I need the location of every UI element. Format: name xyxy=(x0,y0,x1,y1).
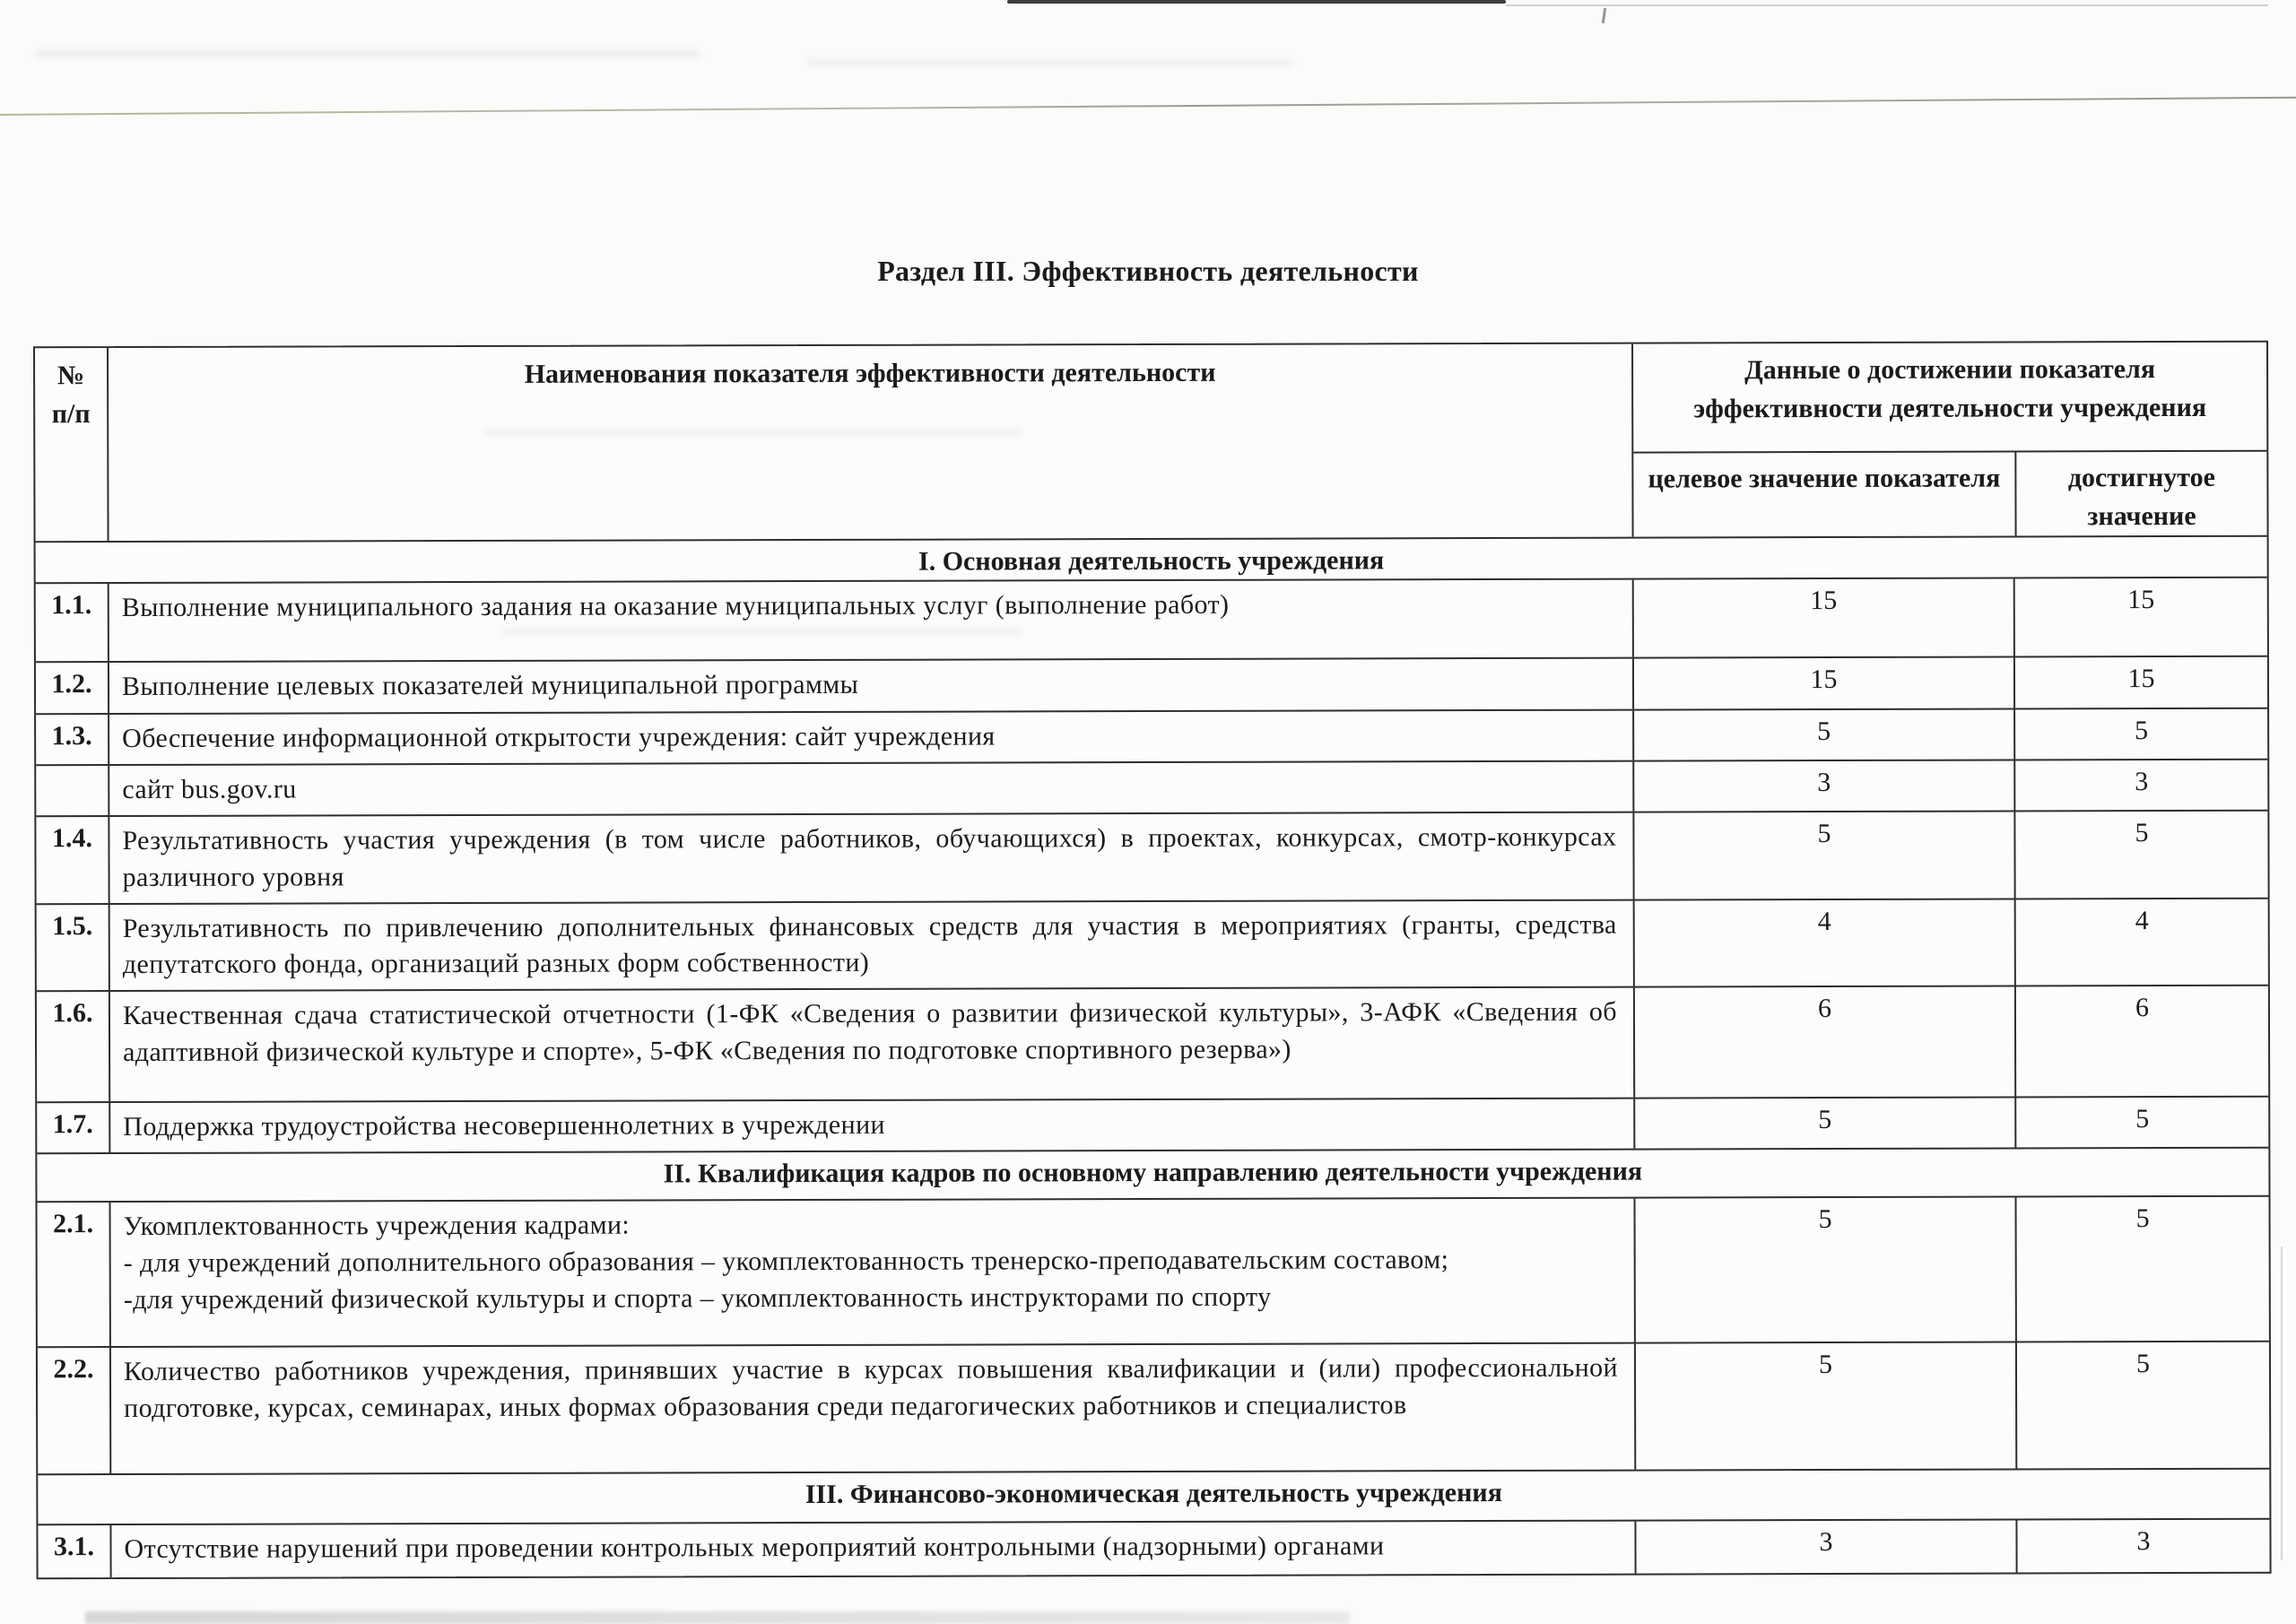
row-number: 1.4. xyxy=(51,823,92,854)
row-number: 1.5. xyxy=(52,910,93,941)
indicator-name: Обеспечение информационной открытости учреждения: сайт учреждения xyxy=(108,711,1632,764)
target-value: 5 xyxy=(1633,1197,2014,1342)
indicator-row xyxy=(36,577,2267,662)
target-value: 5 xyxy=(1634,1342,2015,1469)
header-cell-target-value: целевое значение показателя xyxy=(1648,463,2001,494)
row-number: 3.1. xyxy=(53,1532,95,1562)
page-title: Раздел III. Эффективность деятельности xyxy=(877,255,1419,287)
header-cell-number: № п/п xyxy=(51,360,91,429)
indicator-name: Количество работников учреждения, принявших участие в курсах повышения квалификации и (или) профессиональной подготовке, курсах, семинарах, иных формах образования среди педагогических работников и специалистов xyxy=(109,1344,1634,1473)
target-value: 15 xyxy=(1632,658,2013,709)
indicator-name: Отсутствие нарушений при проведении контрольных мероприятий контрольными (надзорными) органами xyxy=(109,1522,1634,1577)
target-value: 15 xyxy=(1632,579,2013,657)
target-value: 3 xyxy=(1632,760,2013,811)
achieved-value: 4 xyxy=(2014,899,2268,985)
target-value: 3 xyxy=(1634,1520,2015,1573)
target-value: 5 xyxy=(1633,1099,2014,1149)
row-number: 1.3. xyxy=(51,721,92,751)
indicator-name: Выполнение целевых показателей муниципальной программы xyxy=(108,659,1632,713)
indicator-row xyxy=(36,810,2267,903)
target-value: 4 xyxy=(1633,899,2014,986)
scan-artifact-bottom-band xyxy=(85,1611,1350,1624)
section-heading-row: I. Основная деятельность учреждения xyxy=(36,535,2267,583)
scan-artifact-top-dark-line xyxy=(1007,0,1506,4)
indicator-row xyxy=(37,985,2268,1102)
row-number: 1.1. xyxy=(51,590,92,621)
achieved-value: 3 xyxy=(2013,760,2267,811)
achieved-value: 15 xyxy=(2013,578,2267,656)
header-subrow xyxy=(1633,452,2266,537)
row-number: 1.7. xyxy=(52,1109,93,1140)
indicator-name: сайт bus.gov.ru xyxy=(108,762,1632,815)
header-cell-achievement-data: Данные о достижении показателя эффективности деятельности учреждения xyxy=(1633,343,2266,454)
indicator-name: Результативность участия учреждения (в том числе работников, обучающихся) в проектах, конкурсах, смотр-конкурсах различного уровня xyxy=(108,813,1632,903)
section-heading-row: III. Финансово-экономическая деятельность учреждения xyxy=(38,1468,2269,1524)
indicator-row xyxy=(37,1195,2268,1347)
achieved-value: 5 xyxy=(2013,709,2267,760)
scan-artifact-smudge xyxy=(807,59,1292,65)
scan-artifact-top-faint-line xyxy=(1506,4,2268,6)
achieved-value: 5 xyxy=(2013,812,2267,898)
scan-artifact-fold-line xyxy=(0,97,2296,116)
achieved-value: 5 xyxy=(2014,1197,2268,1342)
achieved-value: 5 xyxy=(2015,1342,2269,1469)
header-cell-achieved-value: достигнутое значение xyxy=(2014,452,2266,536)
table-body xyxy=(36,535,2270,1577)
achieved-value: 15 xyxy=(2013,657,2267,708)
scan-artifact-right-edge xyxy=(2281,1246,2283,1560)
target-value: 5 xyxy=(1632,710,2013,760)
row-number: 1.6. xyxy=(52,998,93,1029)
indicator-row xyxy=(37,897,2268,990)
header-cell-indicator-name: Наименования показателя эффективности деятельности xyxy=(107,344,1632,542)
scan-artifact-tick xyxy=(1602,8,1606,23)
achieved-value: 3 xyxy=(2015,1520,2269,1573)
indicator-name: Качественная сдача статистической отчетности (1-ФК «Сведения о развитии физической культуры», 3-АФК «Сведения об адаптивной физической культуре и спорте», 5-ФК «Сведения по подготовке спортивного резерва») xyxy=(109,988,1633,1101)
achieved-value: 5 xyxy=(2014,1098,2268,1148)
indicator-name: Укомплектованность учреждения кадрами: - для учреждений дополнительного образования – укомплектованность тренерско-преподавательским составом; -для учреждений физической культуры и спорта – укомплектованность инструкторами по спорту xyxy=(109,1199,1634,1346)
performance-table xyxy=(33,341,2272,1579)
indicator-row xyxy=(38,1341,2269,1474)
table-header xyxy=(35,343,2267,542)
target-value: 5 xyxy=(1632,812,2013,899)
scan-artifact-smudge xyxy=(36,50,700,57)
indicator-name: Результативность по привлечению дополнительных финансовых средств для участия в мероприятиях (гранты, средства депутатского фонда, организаций разных форм собственности) xyxy=(109,900,1633,990)
achieved-value: 6 xyxy=(2014,986,2268,1097)
indicator-row xyxy=(36,656,2267,714)
indicator-row xyxy=(37,1096,2268,1152)
target-value: 6 xyxy=(1633,987,2014,1098)
header-group-achievement xyxy=(1631,343,2267,537)
indicator-row xyxy=(36,759,2267,816)
table-frame xyxy=(33,341,2272,1579)
indicator-row xyxy=(36,708,2267,764)
row-number: 1.2. xyxy=(51,669,92,699)
row-number xyxy=(36,766,108,815)
indicator-name: Выполнение муниципального задания на оказание муниципальных услуг (выполнение работ) xyxy=(108,580,1632,661)
indicator-name: Поддержка трудоустройства несовершеннолетних в учреждении xyxy=(109,1099,1633,1152)
row-number: 2.2. xyxy=(53,1354,94,1385)
row-number: 2.1. xyxy=(53,1209,94,1239)
indicator-row xyxy=(38,1518,2269,1578)
section-heading-row: II. Квалификация кадров по основному направлению деятельности учреждения xyxy=(37,1147,2268,1202)
